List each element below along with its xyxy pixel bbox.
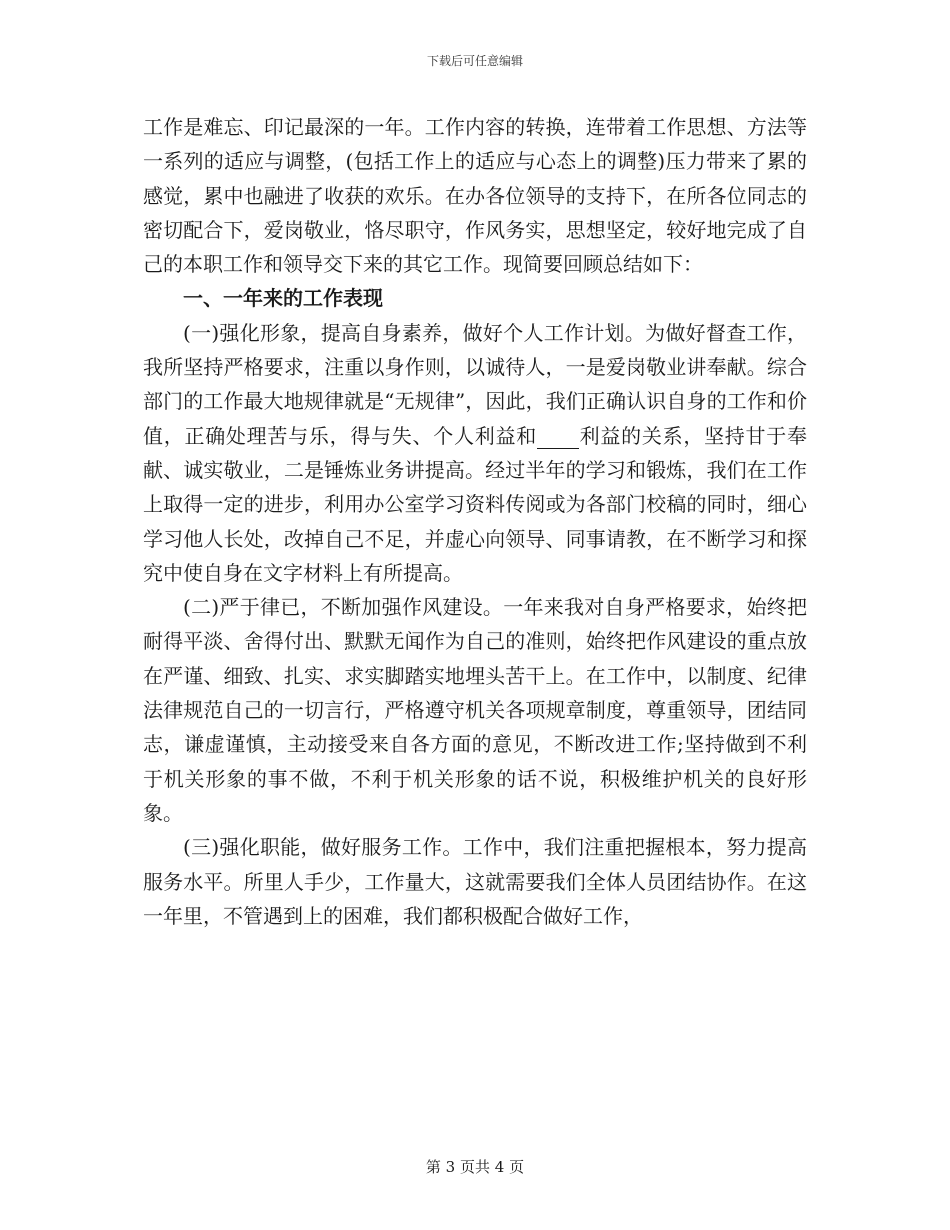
document-body — [143, 110, 807, 933]
page-footer: 第 3 页共 4 页 — [425, 1158, 525, 1176]
paragraph-1-part-1: (一)强化形象，提高自身素养，做好个人工作计划。为做好督查工作，我所坚持严格要求，注重以身作则，以诚待人，一是爱岗敬业讲奉献。综合部门的工作最大地规律就是“无规律”，因此，我们正确认识自身的工作和价值，正确处理苦与乐，得与失、个人利益和 — [143, 320, 807, 448]
paragraph-1 — [143, 316, 807, 590]
section-heading: 一、一年来的工作表现 — [183, 286, 383, 311]
blank-underline — [537, 428, 579, 449]
paragraph-2: (二)严于律已，不断加强作风建设。一年来我对自身严格要求，始终把耐得平淡、舍得付出、默默无闻作为自己的准则，始终把作风建设的重点放在严谨、细致、扎实、求实脚踏实地埋头苦干上。在工作中，以制度、纪律法律规范自己的一切言行，严格遵守机关各项规章制度，尊重领导，团结同志，谦虚谨慎，主动接受来自各方面的意见，不断改进工作;坚持做到不利于机关形象的事不做，不利于机关形象的话不说，积极维护机关的良好形象。 — [143, 595, 807, 825]
paragraph-1-part-2: 利益的关系，坚持甘于奉献、诚实敬业，二是锤炼业务讲提高。经过半年的学习和锻炼，我们在工作上取得一定的进步，利用办公室学习资料传阅或为各部门校稿的同时，细心学习他人长处，改掉自己不足，并虚心向领导、同事请教，在不断学习和探究中使自身在文字材料上有所提高。 — [143, 423, 808, 585]
paragraph-3: (三)强化职能，做好服务工作。工作中，我们注重把握根本，努力提高服务水平。所里人手少，工作量大，这就需要我们全体人员团结协作。在这一年里，不管遇到上的困难，我们都积极配合做好工作， — [143, 835, 807, 928]
intro-paragraph: 工作是难忘、印记最深的一年。工作内容的转换，连带着工作思想、方法等一系列的适应与调整，(包括工作上的适应与心态上的调整)压力带来了累的感觉，累中也融进了收获的欢乐。在办各位领导的支持下，在所各位同志的密切配合下，爱岗敬业，恪尽职守，作风务实，思想坚定，较好地完成了自己的本职工作和领导交下来的其它工作。现简要回顾总结如下： — [143, 115, 807, 277]
page-header: 下载后可任意编辑 — [426, 54, 523, 68]
